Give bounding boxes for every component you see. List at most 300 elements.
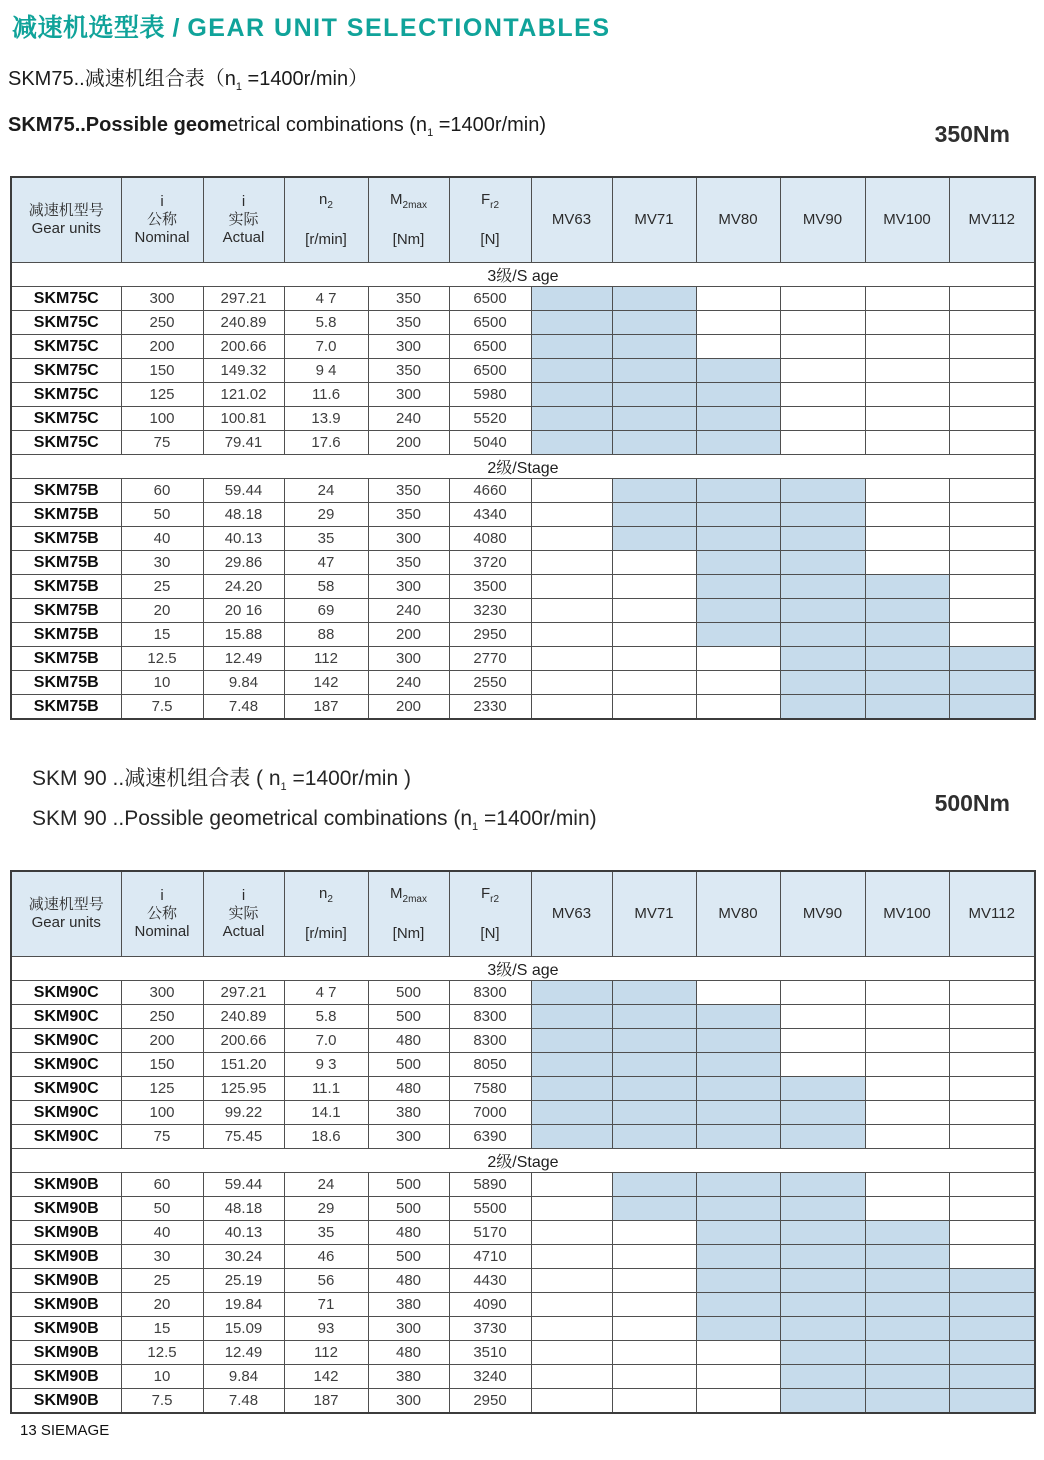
m2max-cell: 500	[368, 1173, 449, 1197]
actual-zh: 实际	[228, 905, 259, 923]
n2-cell: 11.6	[284, 383, 368, 407]
mv100-cell	[865, 1389, 949, 1414]
table-body	[11, 871, 1035, 1413]
n2-cell: 47	[284, 551, 368, 575]
stage-section-row	[11, 263, 1035, 287]
n2-cell: 69	[284, 599, 368, 623]
m2max-cell: 300	[368, 575, 449, 599]
mv63-cell	[531, 1053, 612, 1077]
n2-cell: 14.1	[284, 1101, 368, 1125]
mv80-cell	[696, 1389, 780, 1414]
fr2-cell: 8050	[449, 1053, 531, 1077]
m2max-cell: 300	[368, 647, 449, 671]
mv63-cell	[531, 359, 612, 383]
m2max-cell: 500	[368, 1197, 449, 1221]
nominal-cell: 250	[121, 311, 203, 335]
actual-cell: 30.24	[203, 1245, 284, 1269]
mv90-cell	[780, 1221, 865, 1245]
skm90-torque-label: 500Nm	[934, 789, 1010, 816]
fr2-cell: 5520	[449, 407, 531, 431]
m2max-cell: 300	[368, 383, 449, 407]
subscript: 2max	[402, 894, 427, 906]
table-row	[11, 335, 1035, 359]
mv90-cell	[780, 479, 865, 503]
header-stack	[697, 178, 780, 262]
mv-column-label: MV112	[968, 211, 1015, 228]
fr2-cell: 5500	[449, 1197, 531, 1221]
mv80-cell	[696, 1269, 780, 1293]
fr2-cell: 3510	[449, 1341, 531, 1365]
actual-cell: 151.20	[203, 1053, 284, 1077]
n2-cell: 112	[284, 647, 368, 671]
fr2-cell: 2550	[449, 671, 531, 695]
nominal-cell: 125	[121, 383, 203, 407]
m2max-cell: 350	[368, 479, 449, 503]
skm75-heading-en-bold: SKM75..Possible geom	[8, 114, 227, 136]
header-symbol: i	[241, 887, 246, 905]
nominal-cell: 30	[121, 551, 203, 575]
n2-cell: 7.0	[284, 1029, 368, 1053]
mv100-cell	[865, 1125, 949, 1149]
mv63-cell	[531, 1221, 612, 1245]
mv71-cell	[612, 1173, 696, 1197]
mv90-cell	[780, 671, 865, 695]
nominal-cell: 100	[121, 1101, 203, 1125]
n2-cell: 187	[284, 1389, 368, 1414]
skm75-heading-en: SKM75..Possible geometrical combinations $(n_1 =1400r/\min)$	[8, 114, 547, 139]
mv90-cell	[780, 527, 865, 551]
fr2-cell: 3500	[449, 575, 531, 599]
m2max-cell: 200	[368, 431, 449, 455]
mv90-cell	[780, 287, 865, 311]
mv90-cell	[780, 383, 865, 407]
mv71-cell	[612, 671, 696, 695]
nominal-cell: 50	[121, 503, 203, 527]
gear-unit-cell: SKM90C	[11, 1053, 121, 1077]
nominal-cell: 150	[121, 1053, 203, 1077]
header-symbol: $n_2$	[319, 191, 333, 211]
n2-cell: 11.1	[284, 1077, 368, 1101]
nominal-cell: 20	[121, 1293, 203, 1317]
mv100-cell	[865, 671, 949, 695]
fr2-header	[449, 871, 531, 957]
mv71-cell	[612, 1389, 696, 1414]
actual-en: Actual	[222, 923, 265, 941]
mv71-cell	[612, 383, 696, 407]
gear-unit-cell: SKM75C	[11, 311, 121, 335]
mv71-cell	[612, 981, 696, 1005]
fr2-cell: 8300	[449, 1005, 531, 1029]
mv90-cell	[780, 575, 865, 599]
mv100-cell	[865, 1077, 949, 1101]
header-stack	[12, 178, 121, 262]
mv63-cell	[531, 407, 612, 431]
page-title	[12, 12, 1044, 44]
subscript: 2	[327, 894, 333, 906]
skm75-block	[0, 64, 1044, 720]
actual-cell: 99.22	[203, 1101, 284, 1125]
mv80-cell	[696, 1317, 780, 1341]
n2-cell: 5.8	[284, 311, 368, 335]
gear-unit-cell: SKM90B	[11, 1173, 121, 1197]
mv112-cell	[949, 383, 1035, 407]
mv90-cell	[780, 1101, 865, 1125]
n2-cell: 18.6	[284, 1125, 368, 1149]
fr2-cell: 8300	[449, 981, 531, 1005]
table-row	[11, 407, 1035, 431]
mv-column-label: MV80	[718, 211, 758, 228]
m2max-cell: 480	[368, 1029, 449, 1053]
mv71-cell	[612, 575, 696, 599]
mv-column-label: MV63	[551, 211, 592, 228]
mv100-cell	[865, 383, 949, 407]
header-stack	[781, 872, 865, 956]
gear-unit-cell: SKM75B	[11, 479, 121, 503]
skm90-heading	[8, 764, 1010, 842]
mv63-cell	[531, 1365, 612, 1389]
fr2-cell: 7580	[449, 1077, 531, 1101]
mv100-cell	[865, 1221, 949, 1245]
mv112-cell	[949, 647, 1035, 671]
m2max-cell: 350	[368, 359, 449, 383]
gear-unit-cell: SKM90B	[11, 1197, 121, 1221]
table-row	[11, 1293, 1035, 1317]
mv63-cell	[531, 1389, 612, 1414]
header-stack	[12, 872, 121, 956]
nominal-cell: 7.5	[121, 695, 203, 720]
n2-cell: 35	[284, 527, 368, 551]
m2max-cell: 350	[368, 551, 449, 575]
mv80-cell	[696, 599, 780, 623]
mv80-cell	[696, 575, 780, 599]
mv80-cell	[696, 1341, 780, 1365]
mv90-cell	[780, 1269, 865, 1293]
mv90-cell	[780, 335, 865, 359]
actual-cell: 19.84	[203, 1293, 284, 1317]
m2max-cell: 480	[368, 1269, 449, 1293]
mv71-cell	[612, 1029, 696, 1053]
mv63-cell	[531, 1197, 612, 1221]
stage-section-label: 2级/Stage	[11, 455, 1035, 479]
n2-cell: 24	[284, 479, 368, 503]
mv100-cell	[865, 1365, 949, 1389]
mv71-cell	[612, 1197, 696, 1221]
mv71-cell	[612, 623, 696, 647]
mv71-cell	[612, 1293, 696, 1317]
mv100-cell	[865, 311, 949, 335]
nominal-cell: 10	[121, 671, 203, 695]
nominal-cell: 40	[121, 527, 203, 551]
mv90-cell	[780, 1053, 865, 1077]
header-symbol: $M_{2max}$	[390, 191, 427, 211]
mv112-cell	[949, 287, 1035, 311]
header-symbol: i	[160, 887, 164, 905]
table-row	[11, 623, 1035, 647]
mv90-cell	[780, 407, 865, 431]
mv112-cell	[949, 503, 1035, 527]
mv80-cell	[696, 695, 780, 720]
m2max-cell: 240	[368, 407, 449, 431]
actual-cell: 297.21	[203, 287, 284, 311]
actual-cell: 15.88	[203, 623, 284, 647]
gear-unit-cell: SKM90C	[11, 1077, 121, 1101]
mv112-cell	[949, 407, 1035, 431]
actual-cell: 9.84	[203, 671, 284, 695]
mv90-cell	[780, 599, 865, 623]
mv100-header	[865, 871, 949, 957]
n2-unit: [r/min]	[305, 925, 347, 943]
gear-unit-cell: SKM75C	[11, 383, 121, 407]
mv-column-label: MV80	[718, 905, 758, 923]
gear-unit-cell: SKM75C	[11, 359, 121, 383]
mv100-cell	[865, 1317, 949, 1341]
mv63-cell	[531, 1317, 612, 1341]
table-row	[11, 1173, 1035, 1197]
gear-unit-cell: SKM75B	[11, 551, 121, 575]
mv80-cell	[696, 287, 780, 311]
skm75-heading	[8, 64, 1010, 148]
header-row	[11, 871, 1035, 957]
header-symbol: i	[160, 193, 164, 210]
mv-column-label: MV100	[883, 905, 931, 923]
mv71-cell	[612, 1005, 696, 1029]
mv100-cell	[865, 407, 949, 431]
nominal-cell: 50	[121, 1197, 203, 1221]
fr2-cell: 4090	[449, 1293, 531, 1317]
fr2-cell: 6390	[449, 1125, 531, 1149]
table-row	[11, 359, 1035, 383]
mv71-header	[612, 177, 696, 263]
mv80-cell	[696, 1365, 780, 1389]
subscript: r2	[490, 894, 500, 906]
n2-cell: 13.9	[284, 407, 368, 431]
nominal-cell: 75	[121, 431, 203, 455]
m2max-cell: 480	[368, 1077, 449, 1101]
mv90-cell	[780, 647, 865, 671]
fr2-cell: 6500	[449, 287, 531, 311]
table-row	[11, 1125, 1035, 1149]
page-footer: 13 SIEMAGE	[20, 1422, 110, 1439]
n2-cell: 17.6	[284, 431, 368, 455]
mv80-cell	[696, 311, 780, 335]
nominal-cell: 200	[121, 1029, 203, 1053]
fr2-cell: 4080	[449, 527, 531, 551]
header-stack	[866, 872, 949, 956]
mv71-cell	[612, 1365, 696, 1389]
mv112-cell	[949, 1293, 1035, 1317]
table-row	[11, 1077, 1035, 1101]
nominal-cell: 20	[121, 599, 203, 623]
table-row	[11, 1365, 1035, 1389]
m2max-cell: 300	[368, 335, 449, 359]
mv63-cell	[531, 383, 612, 407]
mv71-cell	[612, 647, 696, 671]
nominal-en: Nominal	[134, 229, 190, 246]
gear-unit-cell: SKM90B	[11, 1365, 121, 1389]
mv80-cell	[696, 407, 780, 431]
tables-root	[0, 64, 1044, 1414]
gear-unit-cell: SKM90B	[11, 1269, 121, 1293]
m2max-cell: 300	[368, 1125, 449, 1149]
mv63-cell	[531, 1173, 612, 1197]
nominal-zh: 公称	[146, 905, 177, 923]
gear-unit-cell: SKM90B	[11, 1389, 121, 1414]
actual-cell: 125.95	[203, 1077, 284, 1101]
n2-cell: 9 4	[284, 359, 368, 383]
skm90-heading-zh: SKM 90 ..减速机组合表 ( $n_1 =1400r/\min$ )	[32, 767, 411, 794]
actual-cell: 121.02	[203, 383, 284, 407]
mv63-cell	[531, 311, 612, 335]
actual-cell: 59.44	[203, 1173, 284, 1197]
mv71-cell	[612, 1341, 696, 1365]
mv71-cell	[612, 1317, 696, 1341]
mv100-cell	[865, 479, 949, 503]
subscript: 1	[280, 781, 287, 794]
fr2-cell: 4340	[449, 503, 531, 527]
fr2-header	[449, 177, 531, 263]
fr2-cell: 5980	[449, 383, 531, 407]
mv112-cell	[949, 1077, 1035, 1101]
mv63-cell	[531, 623, 612, 647]
gear-units-zh: 减速机型号	[28, 896, 104, 914]
fr2-cell: 2330	[449, 695, 531, 720]
m2max-cell: 350	[368, 311, 449, 335]
nominal-cell: 60	[121, 479, 203, 503]
mv112-cell	[949, 695, 1035, 720]
mv100-cell	[865, 359, 949, 383]
n2-cell: 88	[284, 623, 368, 647]
mv112-cell	[949, 981, 1035, 1005]
mv80-cell	[696, 479, 780, 503]
mv80-cell	[696, 527, 780, 551]
table-row	[11, 1269, 1035, 1293]
mv63-cell	[531, 1077, 612, 1101]
mv112-cell	[949, 1341, 1035, 1365]
mv112-cell	[949, 1221, 1035, 1245]
mv80-cell	[696, 623, 780, 647]
mv63-cell	[531, 599, 612, 623]
mv90-cell	[780, 1365, 865, 1389]
stage-section-label: 3级/S age	[11, 957, 1035, 981]
mv112-cell	[949, 671, 1035, 695]
mv112-cell	[949, 527, 1035, 551]
m2max-cell: 500	[368, 981, 449, 1005]
header-stack	[285, 178, 368, 262]
gear-unit-cell: SKM75C	[11, 431, 121, 455]
mv90-cell	[780, 1077, 865, 1101]
actual-cell: 75.45	[203, 1125, 284, 1149]
mv63-cell	[531, 287, 612, 311]
header-symbol: $M_{2max}$	[390, 885, 427, 906]
mv112-cell	[949, 1365, 1035, 1389]
table-row	[11, 1317, 1035, 1341]
mv71-cell	[612, 359, 696, 383]
fr2-cell: 2950	[449, 623, 531, 647]
mv100-cell	[865, 1101, 949, 1125]
actual-cell: 9.84	[203, 1365, 284, 1389]
mv63-cell	[531, 1245, 612, 1269]
mv71-cell	[612, 1269, 696, 1293]
mv63-cell	[531, 575, 612, 599]
n2-cell: 29	[284, 503, 368, 527]
table-row	[11, 695, 1035, 720]
table-row	[11, 1101, 1035, 1125]
gear-unit-cell: SKM90B	[11, 1221, 121, 1245]
mv-column-label: MV90	[802, 905, 843, 923]
nominal-cell: 125	[121, 1077, 203, 1101]
header-stack	[613, 872, 696, 956]
table-row	[11, 1053, 1035, 1077]
actual-cell: 12.49	[203, 647, 284, 671]
mv63-cell	[531, 527, 612, 551]
header-stack	[450, 178, 531, 262]
mv112-header	[949, 871, 1035, 957]
mv100-cell	[865, 551, 949, 575]
stage-section-row	[11, 455, 1035, 479]
header-stack	[950, 872, 1035, 956]
table-row	[11, 287, 1035, 311]
mv112-cell	[949, 623, 1035, 647]
skm75-heading-lines	[8, 64, 546, 148]
mv80-cell	[696, 1221, 780, 1245]
m2max-header	[368, 871, 449, 957]
nominal-cell: 12.5	[121, 647, 203, 671]
header-stack	[204, 178, 284, 262]
table-row	[11, 1005, 1035, 1029]
nominal-zh: 公称	[146, 211, 177, 228]
mv63-cell	[531, 1125, 612, 1149]
mv80-cell	[696, 503, 780, 527]
header-row	[11, 177, 1035, 263]
header-stack	[204, 872, 284, 956]
m2max-cell: 500	[368, 1005, 449, 1029]
fr2-cell: 4710	[449, 1245, 531, 1269]
nominal-header	[121, 177, 203, 263]
mv112-header	[949, 177, 1035, 263]
header-stack	[122, 178, 203, 262]
mv71-cell	[612, 1221, 696, 1245]
nominal-cell: 7.5	[121, 1389, 203, 1414]
mv100-cell	[865, 1197, 949, 1221]
table-row	[11, 1245, 1035, 1269]
fr2-cell: 4660	[449, 479, 531, 503]
header-stack	[122, 872, 203, 956]
mv90-cell	[780, 1389, 865, 1414]
table-row	[11, 981, 1035, 1005]
mv63-cell	[531, 695, 612, 720]
mv80-cell	[696, 1173, 780, 1197]
nominal-cell: 300	[121, 287, 203, 311]
mv112-cell	[949, 359, 1035, 383]
mv80-cell	[696, 1245, 780, 1269]
nominal-en: Nominal	[134, 923, 190, 941]
actual-cell: 15.09	[203, 1317, 284, 1341]
m2max-cell: 300	[368, 1389, 449, 1414]
mv80-cell	[696, 551, 780, 575]
subscript: 1	[427, 127, 434, 139]
actual-en: Actual	[222, 229, 265, 246]
mv63-cell	[531, 1293, 612, 1317]
actual-cell: 297.21	[203, 981, 284, 1005]
n2-cell: 4 7	[284, 287, 368, 311]
actual-cell: 149.32	[203, 359, 284, 383]
header-stack	[613, 178, 696, 262]
gear-unit-cell: SKM75B	[11, 527, 121, 551]
fr2-cell: 3240	[449, 1365, 531, 1389]
mv63-cell	[531, 479, 612, 503]
gear-unit-cell: SKM90C	[11, 1125, 121, 1149]
mv80-cell	[696, 1125, 780, 1149]
